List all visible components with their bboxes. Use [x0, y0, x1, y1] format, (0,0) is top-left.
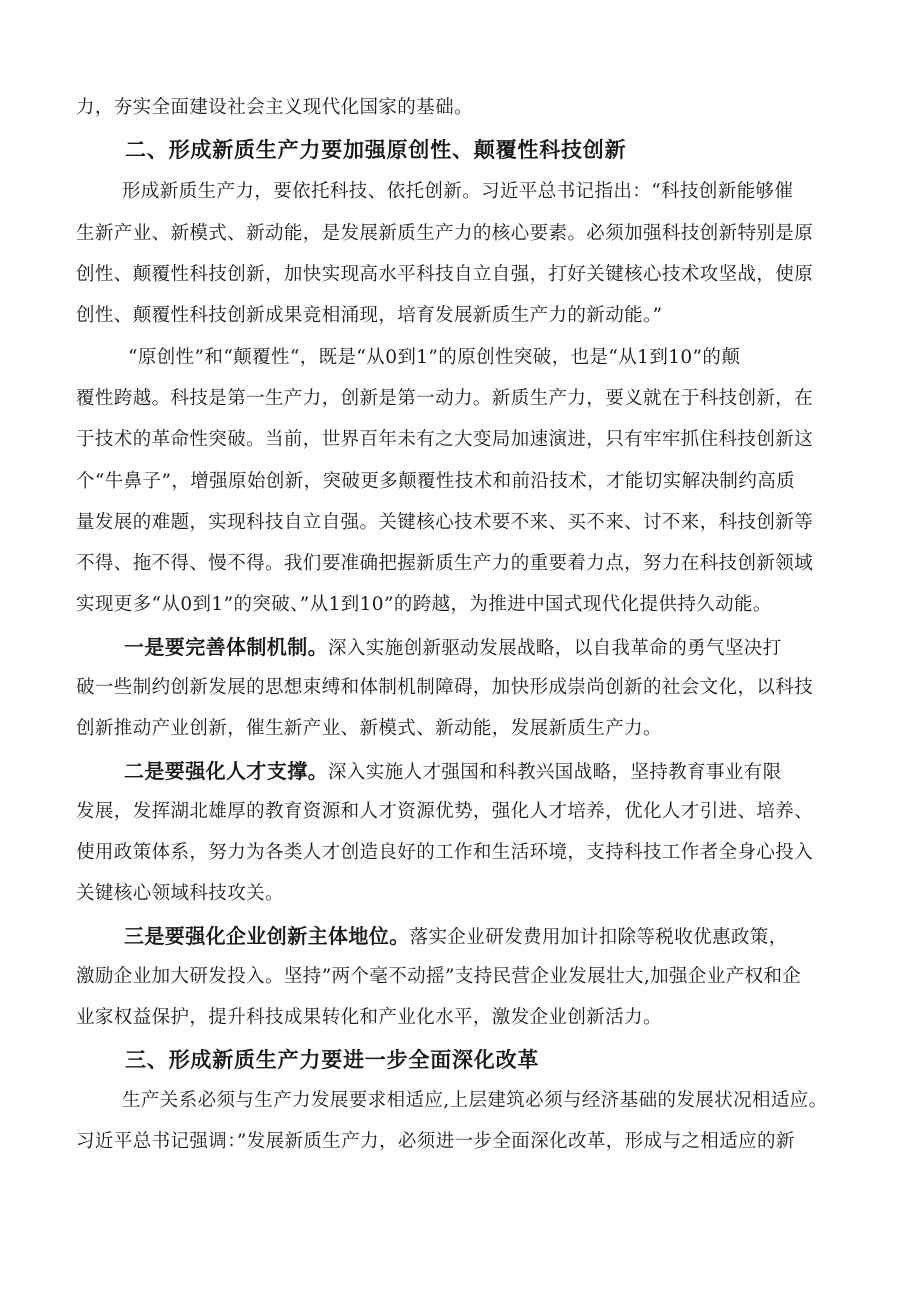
point-three-text: 落实企业研发费用加计扣除等税收优惠政策， [409, 927, 788, 948]
paragraph-line: 发展，发挥湖北雄厚的教育资源和人才资源优势，强化人才培养，优化人才引进、培养、 [76, 801, 814, 822]
paragraph-line: 破一些制约创新发展的思想束缚和体制机制障碍，加快形成崇尚创新的社会文化，以科技 [76, 677, 814, 698]
paragraph-line: 生新产业、新模式、新动能，是发展新质生产力的核心要素。必须加强科技创新特别是原 [76, 223, 814, 244]
point-two-text: 深入实施人才强国和科教兴国战略，坚持教育事业有限 [328, 762, 782, 783]
paragraph-line: 于技术的革命性突破。当前，世界百年未有之大变局加速演进，只有牢牢抓住科技创新这 [76, 429, 814, 450]
paragraph-line [124, 759, 782, 785]
paragraph-line: 形成新质生产力，要依托科技、依托创新。习近平总书记指出：“科技创新能够催 [122, 181, 794, 202]
paragraph-line: 关键核心领域科技攻关。 [76, 883, 284, 904]
paragraph-line: “原创性”和“颠覆性“，既是“从0到1”的原创性突破，也是“从1到10”的颠 [128, 347, 741, 368]
paragraph-line: 创新推动产业创新，催生新产业、新模式、新动能，发展新质生产力。 [76, 718, 662, 739]
paragraph-line: 量发展的难题，实现科技自立自强。关键核心技术要不来、买不来、讨不来，科技创新等 [76, 512, 814, 533]
section-heading-2: 二、形成新质生产力要加强原创性、颠覆性科技创新 [125, 137, 627, 162]
paragraph-line: 创性、颠覆性科技创新成果竞相涌现，培育发展新质生产力的新动能。” [76, 305, 663, 326]
paragraph-line [124, 635, 782, 661]
paragraph-line: 不得、拖不得、慢不得。我们要准确把握新质生产力的重要着力点，努力在科技创新领域 [76, 553, 814, 574]
paragraph-line: 个“牛鼻子”，增强原始创新，突破更多颠覆性技术和前沿技术，才能切实解决制约高质 [76, 471, 796, 492]
paragraph-line: 创性、颠覆性科技创新，加快实现高水平科技自立自强，打好关键核心技术攻坚战，使原 [76, 264, 814, 285]
paragraph-line: 习近平总书记强调：”发展新质生产力，必须进一步全面深化改革，形成与之相适应的新 [76, 1131, 795, 1152]
paragraph-line: 使用政策体系，努力为各类人才创造良好的工作和生活环境，支持科技工作者全身心投入 [76, 842, 814, 863]
point-one-text: 深入实施创新驱动发展战略，以自我革命的勇气坚决打 [328, 638, 782, 659]
point-three-lead: 三是要强化企业创新主体地位。 [124, 924, 410, 948]
paragraph-line [124, 924, 788, 950]
point-one-lead: 一是要完善体制机制。 [124, 635, 328, 659]
point-two-lead: 二是要强化人才支撑。 [124, 759, 328, 783]
paragraph-line: 覆性跨越。科技是第一生产力，创新是第一动力。新质生产力，要义就在于科技创新，在 [76, 388, 814, 409]
paragraph-line: 力，夯实全面建设社会主义现代化国家的基础。 [76, 97, 473, 118]
paragraph-line: 实现更多“从0到1”的突破、”从1到10”的跨越，为推进中国式现代化提供持久动能。 [76, 594, 772, 615]
paragraph-line: 激励企业加大研发投入。坚持”两个毫不动摇”支持民营企业发展壮大,加强企业产权和企 [76, 966, 802, 987]
section-heading-3: 三、形成新质生产力要进一步全面深化改革 [125, 1047, 540, 1072]
paragraph-line: 业家权益保护，提升科技成果转化和产业化水平，激发企业创新活力。 [76, 1007, 662, 1028]
paragraph-line: 生产关系必须与生产力发展要求相适应,上层建筑必须与经济基础的发展状况相适应。 [122, 1090, 828, 1111]
